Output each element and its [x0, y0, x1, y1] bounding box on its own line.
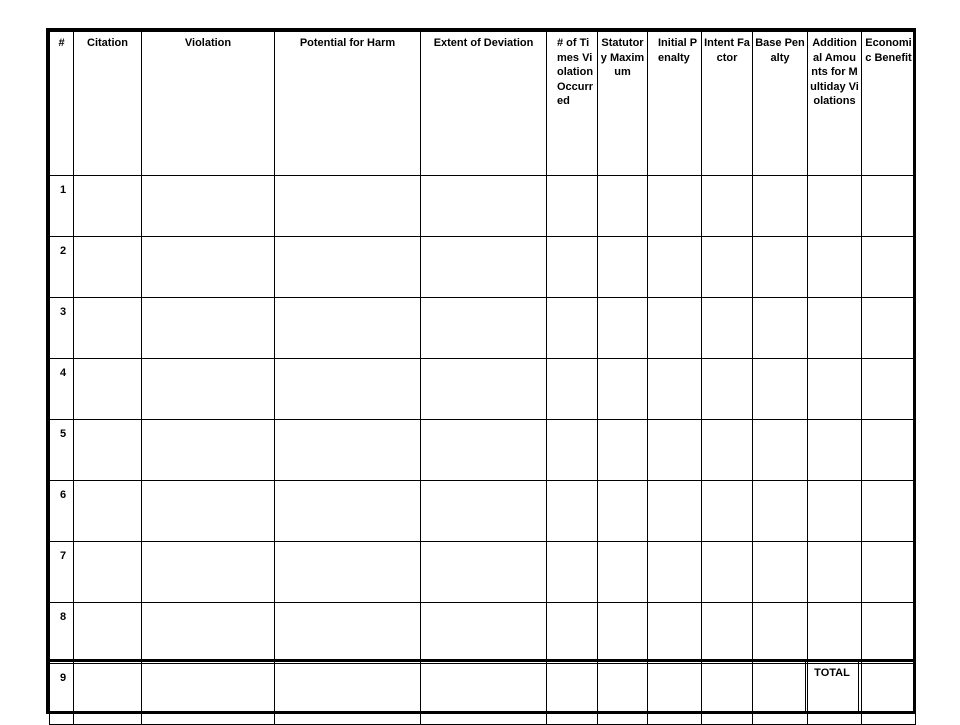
economic-benefit-cell[interactable] — [862, 420, 916, 481]
base-penalty-cell[interactable] — [753, 603, 808, 664]
base-penalty-cell[interactable] — [753, 542, 808, 603]
potential-for-harm-cell[interactable] — [275, 359, 421, 420]
potential-for-harm-cell[interactable] — [275, 481, 421, 542]
header-economic-benefit: Economic Benefit — [862, 32, 916, 176]
table-row — [50, 542, 916, 603]
table-row — [50, 603, 916, 664]
table-row — [50, 420, 916, 481]
intent-factor-cell[interactable] — [702, 176, 753, 237]
additional-amounts-cell[interactable] — [808, 603, 862, 664]
extent-of-deviation-cell[interactable] — [421, 237, 547, 298]
header-intent-factor: Intent Factor — [702, 32, 753, 176]
times-occurred-cell[interactable] — [547, 237, 598, 298]
header-initial-penalty: Initial Penalty — [648, 32, 702, 176]
initial-penalty-cell[interactable] — [648, 603, 702, 664]
initial-penalty-cell[interactable] — [648, 481, 702, 542]
statutory-maximum-cell[interactable] — [598, 603, 648, 664]
times-occurred-cell[interactable] — [547, 298, 598, 359]
additional-amounts-cell[interactable] — [808, 237, 862, 298]
extent-of-deviation-cell[interactable] — [421, 542, 547, 603]
table-row — [50, 176, 916, 237]
row-number: 1 — [50, 176, 74, 237]
intent-factor-cell[interactable] — [702, 420, 753, 481]
row-number: 5 — [50, 420, 74, 481]
initial-penalty-cell[interactable] — [648, 298, 702, 359]
citation-cell[interactable] — [74, 237, 142, 298]
row-number: 6 — [50, 481, 74, 542]
row-number: 3 — [50, 298, 74, 359]
table-row — [50, 237, 916, 298]
citation-cell[interactable] — [74, 420, 142, 481]
total-value-cell[interactable] — [859, 662, 913, 714]
header-times-occurred: # of Times Violation Occurred — [547, 32, 598, 176]
additional-amounts-cell[interactable] — [808, 176, 862, 237]
statutory-maximum-cell[interactable] — [598, 420, 648, 481]
potential-for-harm-cell[interactable] — [275, 298, 421, 359]
intent-factor-cell[interactable] — [702, 298, 753, 359]
economic-benefit-cell[interactable] — [862, 359, 916, 420]
citation-cell[interactable] — [74, 359, 142, 420]
intent-factor-cell[interactable] — [702, 603, 753, 664]
economic-benefit-cell[interactable] — [862, 237, 916, 298]
citation-cell[interactable] — [74, 176, 142, 237]
statutory-maximum-cell[interactable] — [598, 176, 648, 237]
initial-penalty-cell[interactable] — [648, 420, 702, 481]
row-number: 2 — [50, 237, 74, 298]
economic-benefit-cell[interactable] — [862, 603, 916, 664]
header-additional-amounts: Additional Amounts for Multiday Violations — [808, 32, 862, 176]
base-penalty-cell[interactable] — [753, 420, 808, 481]
base-penalty-cell[interactable] — [753, 176, 808, 237]
economic-benefit-cell[interactable] — [862, 176, 916, 237]
potential-for-harm-cell[interactable] — [275, 542, 421, 603]
statutory-maximum-cell[interactable] — [598, 237, 648, 298]
penalty-table — [49, 31, 916, 725]
violation-cell[interactable] — [142, 420, 275, 481]
initial-penalty-cell[interactable] — [648, 359, 702, 420]
citation-cell[interactable] — [74, 298, 142, 359]
extent-of-deviation-cell[interactable] — [421, 481, 547, 542]
table-row — [50, 298, 916, 359]
initial-penalty-cell[interactable] — [648, 542, 702, 603]
intent-factor-cell[interactable] — [702, 542, 753, 603]
citation-cell[interactable] — [74, 542, 142, 603]
violation-cell[interactable] — [142, 359, 275, 420]
extent-of-deviation-cell[interactable] — [421, 359, 547, 420]
header-violation: Violation — [142, 32, 275, 176]
header-number: # — [50, 32, 74, 176]
times-occurred-cell[interactable] — [547, 359, 598, 420]
row-number: 9 — [50, 664, 74, 725]
initial-penalty-cell[interactable] — [648, 237, 702, 298]
header-base-penalty: Base Penalty — [753, 32, 808, 176]
row-number: 8 — [50, 603, 74, 664]
potential-for-harm-cell[interactable] — [275, 237, 421, 298]
statutory-maximum-cell[interactable] — [598, 542, 648, 603]
total-row — [49, 659, 913, 711]
base-penalty-cell[interactable] — [753, 481, 808, 542]
times-occurred-cell[interactable] — [547, 603, 598, 664]
header-citation: Citation — [74, 32, 142, 176]
additional-amounts-cell[interactable] — [808, 359, 862, 420]
header-extent-of-deviation: Extent of Deviation — [421, 32, 547, 176]
economic-benefit-cell[interactable] — [862, 298, 916, 359]
header-potential-for-harm: Potential for Harm — [275, 32, 421, 176]
additional-amounts-cell[interactable] — [808, 542, 862, 603]
statutory-maximum-cell[interactable] — [598, 359, 648, 420]
penalty-calculation-form — [46, 28, 916, 714]
violation-cell[interactable] — [142, 237, 275, 298]
extent-of-deviation-cell[interactable] — [421, 298, 547, 359]
violation-cell[interactable] — [142, 603, 275, 664]
header-statutory-maximum: Statutory Maximum — [598, 32, 648, 176]
citation-cell[interactable] — [74, 603, 142, 664]
extent-of-deviation-cell[interactable] — [421, 176, 547, 237]
intent-factor-cell[interactable] — [702, 359, 753, 420]
citation-cell[interactable] — [74, 481, 142, 542]
initial-penalty-cell[interactable] — [648, 176, 702, 237]
total-label: TOTAL — [805, 662, 859, 714]
times-occurred-cell[interactable] — [547, 481, 598, 542]
base-penalty-cell[interactable] — [753, 359, 808, 420]
additional-amounts-cell[interactable] — [808, 481, 862, 542]
economic-benefit-cell[interactable] — [862, 481, 916, 542]
potential-for-harm-cell[interactable] — [275, 420, 421, 481]
extent-of-deviation-cell[interactable] — [421, 603, 547, 664]
base-penalty-cell[interactable] — [753, 237, 808, 298]
row-number: 7 — [50, 542, 74, 603]
extent-of-deviation-cell[interactable] — [421, 420, 547, 481]
intent-factor-cell[interactable] — [702, 237, 753, 298]
intent-factor-cell[interactable] — [702, 481, 753, 542]
statutory-maximum-cell[interactable] — [598, 481, 648, 542]
violation-cell[interactable] — [142, 542, 275, 603]
additional-amounts-cell[interactable] — [808, 420, 862, 481]
violation-cell[interactable] — [142, 481, 275, 542]
violation-cell[interactable] — [142, 176, 275, 237]
base-penalty-cell[interactable] — [753, 298, 808, 359]
economic-benefit-cell[interactable] — [862, 542, 916, 603]
violation-cell[interactable] — [142, 298, 275, 359]
times-occurred-cell[interactable] — [547, 420, 598, 481]
statutory-maximum-cell[interactable] — [598, 298, 648, 359]
potential-for-harm-cell[interactable] — [275, 603, 421, 664]
times-occurred-cell[interactable] — [547, 542, 598, 603]
header-row — [50, 32, 916, 176]
additional-amounts-cell[interactable] — [808, 298, 862, 359]
times-occurred-cell[interactable] — [547, 176, 598, 237]
potential-for-harm-cell[interactable] — [275, 176, 421, 237]
row-number: 4 — [50, 359, 74, 420]
table-row — [50, 481, 916, 542]
table-row — [50, 359, 916, 420]
